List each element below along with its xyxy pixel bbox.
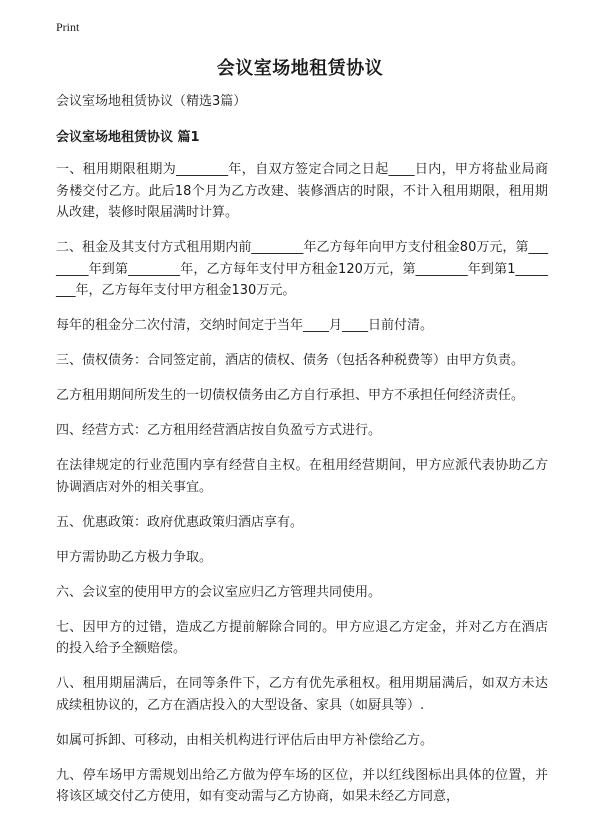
paragraph: 每年的租金分二次付清，交纳时间定于当年____月____日前付清。 — [56, 318, 434, 333]
paragraph: 一、租用期限租期为________年，自双方签定合同之日起____日内，甲方将盐业局商务楼交付乙方。此后18个月为乙方改建、装修酒店的时限，不计入租用期限，租用期从改建，装修时限届满时计算。 — [56, 162, 548, 220]
document-subtitle: 会议室场地租赁协议（精选3篇） — [56, 94, 247, 109]
document-body — [56, 94, 548, 821]
paragraph: 三、债权债务：合同签定前，酒店的债权、债务（包括各种税费等）由甲方负责。 — [56, 353, 525, 368]
paragraph: 七、因甲方的过错，造成乙方提前解除合同的。甲方应退乙方定金，并对乙方在酒店的投入给予全额赔偿。 — [56, 619, 548, 656]
paragraph: 在法律规定的行业范围内享有经营自主权。在租用经营期间，甲方应派代表协助乙方协调酒店对外的相关事宜。 — [56, 458, 548, 495]
paragraph: 五、优惠政策：政府优惠政策归酒店享有。 — [56, 514, 304, 530]
paragraph: 四、经营方式：乙方租用经营酒店按自负盈亏方式进行。 — [56, 423, 382, 438]
paragraph: 六、会议室的使用甲方的会议室应归乙方管理共同使用。 — [56, 584, 382, 600]
paragraph: 如属可拆卸、可移动，由相关机构进行评估后由甲方补偿给乙方。 — [56, 732, 434, 748]
paragraph: 乙方租用期间所发生的一切债权债务由乙方自行承担、甲方不承担任何经济责任。 — [56, 388, 525, 403]
paragraph: 二、租金及其支付方式租用期内前________年乙方每年向甲方支付租金80万元，第________年到第________年，乙方每年支付甲方租金120万元，第________年到第1________年，乙方每年支付甲方租金130万元。 — [56, 240, 548, 298]
paragraph: 九、停车场甲方需规划出给乙方做为停车场的区位，并以红线图标出具体的位置，并将该区域交付乙方使用，如有变动需与乙方协商，如果未经乙方同意， — [56, 767, 548, 804]
document-title: 会议室场地租赁协议 — [216, 58, 384, 79]
section-title: 会议室场地租赁协议 篇1 — [56, 130, 200, 145]
print-link[interactable]: Print — [56, 20, 80, 34]
paragraph: 甲方需协助乙方极力争取。 — [56, 549, 213, 565]
paragraph: 八、租用期届满后，在同等条件下，乙方有优先承租权。租用期届满后，如双方未达成续租协议的，乙方在酒店投入的大型设备、家具（如厨具等）. — [56, 676, 548, 713]
